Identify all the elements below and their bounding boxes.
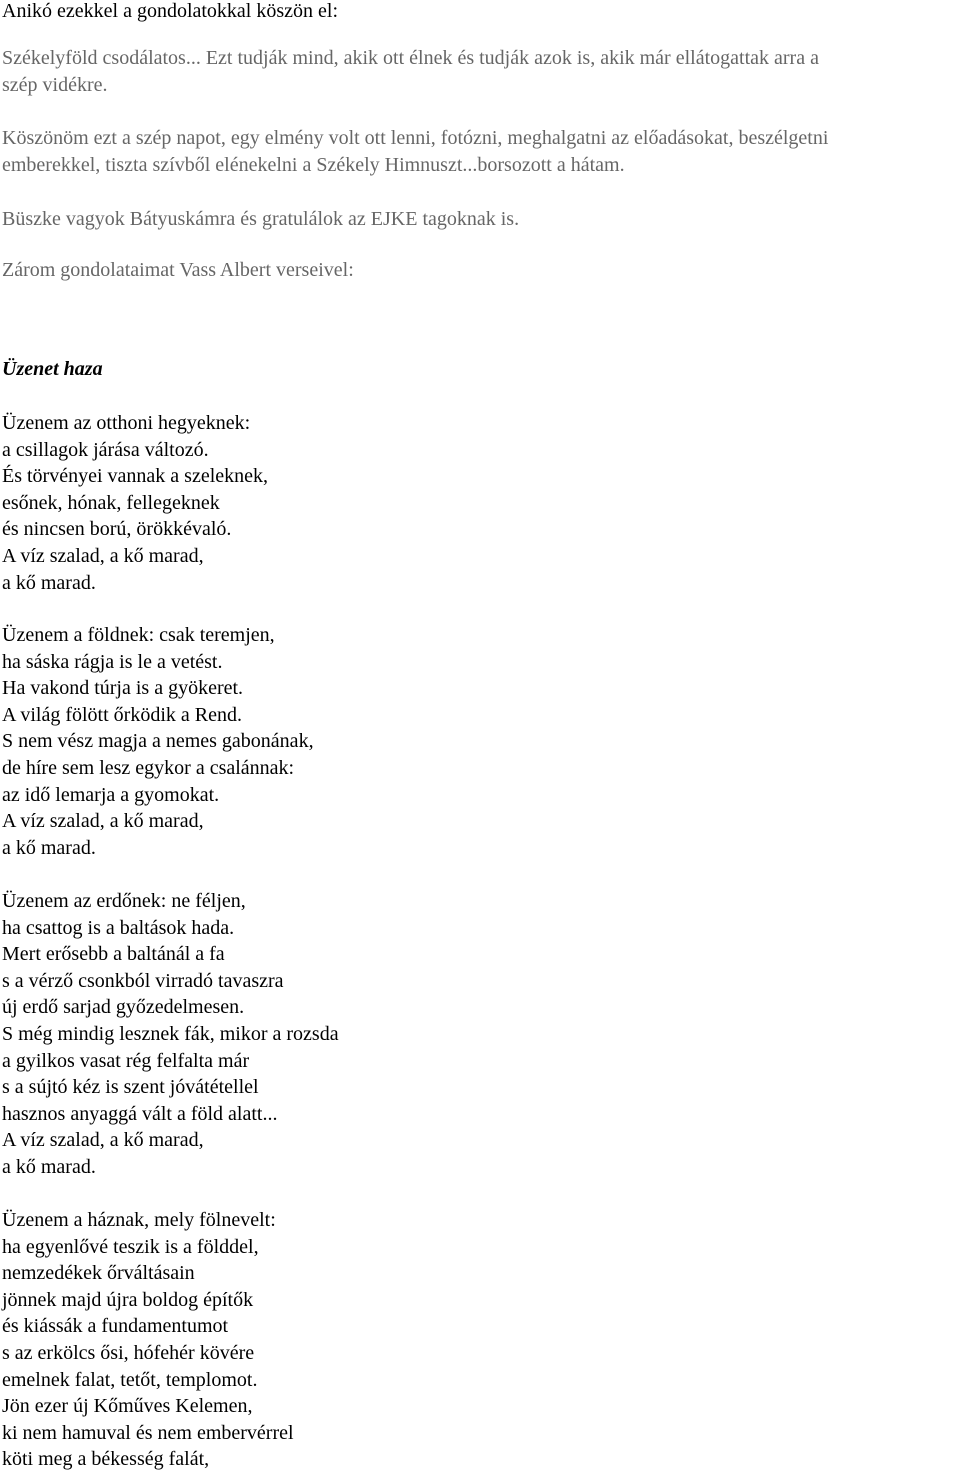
poem-line: új erdő sarjad győzedelmesen. — [2, 996, 245, 1019]
poem-line: Jön ezer új Kőműves Kelemen, — [2, 1395, 253, 1418]
poem-line: a kő marad. — [2, 571, 96, 594]
text-line: Büszke vagyok Bátyuskámra és gratulálok az EJKE tagoknak is. — [2, 208, 520, 230]
intro-paragraph-1 — [2, 45, 819, 98]
text-line: Köszönöm ezt a szép napot, egy elmény volt ott lenni, fotózni, meghalgatni az előadásokat, beszélgetni — [2, 127, 829, 149]
poem-line: S nem vész magja a nemes gabonának, — [2, 730, 314, 753]
poem-line: köti meg a békesség falát, — [2, 1448, 210, 1471]
poem-line: Mert erősebb a baltánál a fa — [2, 943, 225, 966]
poem-line: Ha vakond túrja is a gyökeret. — [2, 677, 244, 700]
intro-heading: Anikó ezekkel a gondolatokkal köszön el: — [2, 0, 339, 22]
intro-paragraph-3 — [2, 206, 519, 233]
poem-line: és nincsen ború, örökkévaló. — [2, 518, 232, 541]
poem-line: És törvényei vannak a szeleknek, — [2, 465, 269, 488]
poem-line: a csillagok járása változó. — [2, 438, 209, 461]
text-line: szép vidékre. — [2, 73, 108, 96]
poem-line: ha sáska rágja is le a vetést. — [2, 650, 223, 673]
poem-line: a kő marad. — [2, 836, 96, 859]
poem-line: ha csattog is a baltások hada. — [2, 916, 235, 939]
poem-line: A víz szalad, a kő marad, — [2, 810, 204, 833]
poem-line: s a sújtó kéz is szent jóvátétellel — [2, 1076, 259, 1099]
poem-title: Üzenet haza — [2, 358, 103, 380]
poem-line: nemzedékek őrváltásain — [2, 1262, 195, 1285]
poem-line: A víz szalad, a kő marad, — [2, 544, 204, 567]
poem-line: A víz szalad, a kő marad, — [2, 1129, 204, 1152]
poem-line: Üzenem a földnek: csak teremjen, — [2, 624, 275, 646]
poem-line: a gyilkos vasat rég felfalta már — [2, 1049, 250, 1072]
poem-stanza-4 — [2, 1207, 294, 1473]
poem-line: és kiássák a fundamentumot — [2, 1315, 229, 1338]
poem-line: s az erkölcs ősi, hófehér kövére — [2, 1341, 255, 1364]
poem-line: jönnek majd újra boldog építők — [2, 1288, 254, 1311]
poem-line: hasznos anyaggá vált a föld alatt... — [2, 1102, 278, 1125]
text-line: Székelyföld csodálatos... Ezt tudják mind, akik ott élnek és tudják azok is, akik már ellátogattak arra a — [2, 47, 819, 69]
poem-line: de híre sem lesz egykor a csalánnak: — [2, 756, 295, 779]
poem-line: s a vérző csonkból virradó tavaszra — [2, 969, 284, 992]
intro-paragraph-2 — [2, 125, 828, 178]
poem-line: esőnek, hónak, fellegeknek — [2, 491, 220, 514]
poem-stanza-2 — [2, 622, 314, 861]
poem-stanza-3 — [2, 888, 339, 1181]
intro-paragraph-4 — [2, 257, 354, 284]
poem-line: Üzenem az erdőnek: ne féljen, — [2, 890, 246, 912]
poem-line: a kő marad. — [2, 1155, 96, 1178]
text-line: emberekkel, tiszta szívből elénekelni a Székely Himnuszt...borsozott a hátam. — [2, 153, 625, 176]
poem-line: Üzenem a háznak, mely fölnevelt: — [2, 1209, 276, 1231]
poem-line: S még mindig lesznek fák, mikor a rozsda — [2, 1022, 339, 1045]
text-line: Zárom gondolataimat Vass Albert verseivel: — [2, 259, 354, 281]
poem-line: az idő lemarja a gyomokat. — [2, 783, 220, 806]
poem-line: ha egyenlővé teszik is a földdel, — [2, 1235, 259, 1258]
poem-line: A világ fölött őrködik a Rend. — [2, 703, 242, 726]
poem-stanza-1 — [2, 410, 268, 596]
poem-line: emelnek falat, tetőt, templomot. — [2, 1368, 258, 1391]
poem-line: Üzenem az otthoni hegyeknek: — [2, 412, 251, 434]
poem-line: ki nem hamuval és nem embervérrel — [2, 1421, 294, 1444]
